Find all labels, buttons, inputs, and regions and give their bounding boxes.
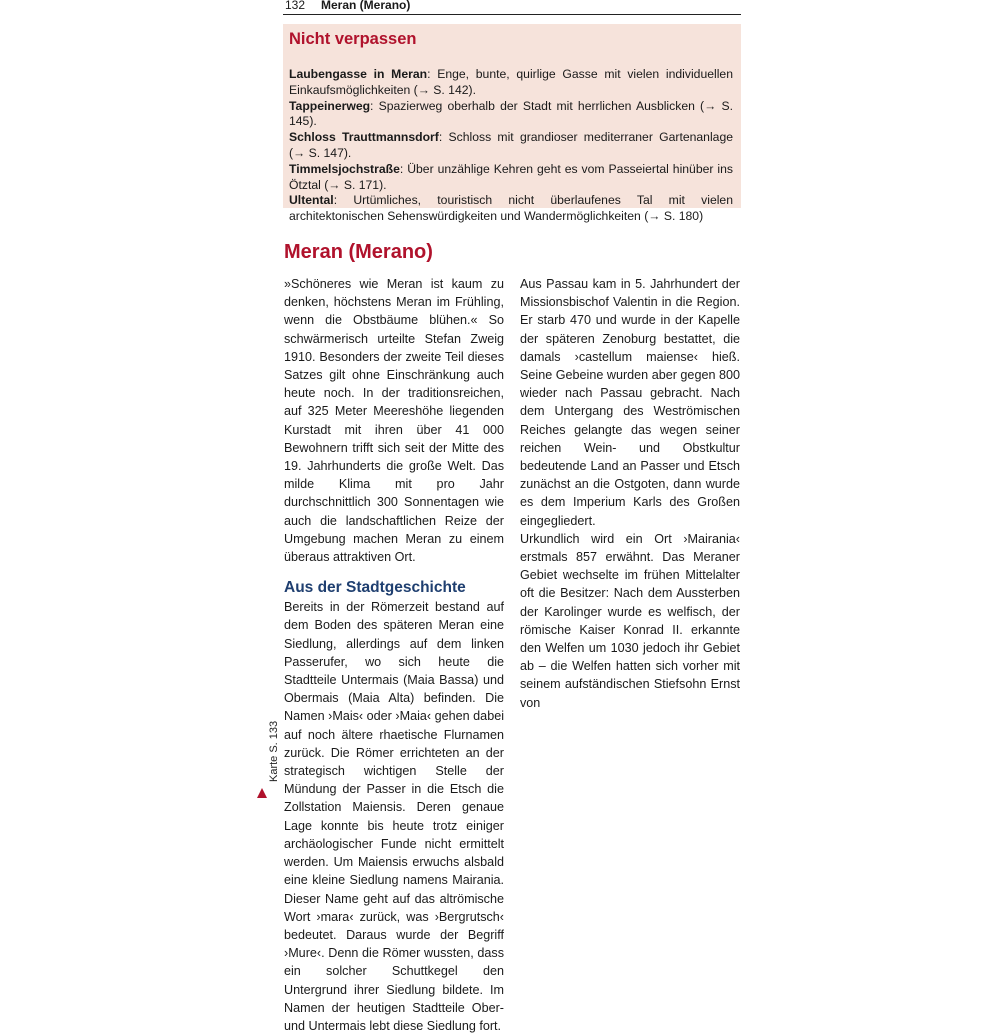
highlight-name: Laubengasse in Meran: [289, 67, 428, 81]
highlight-text: : Über unzählige Kehren geht es vom Passeiertal hinüber ins Ötztal (→ S. 171).: [289, 161, 733, 192]
text-column-right: [520, 275, 740, 712]
highlight-entry: [289, 162, 733, 194]
highlight-text: : Urtümliches, touristisch nicht überlaufenes Tal mit vielen architektonischen Sehenswürdigkeiten und Wandermöglichkeiten (→ S. 180): [289, 193, 733, 224]
triangle-marker-icon: [257, 788, 267, 798]
history-paragraph-2: Aus Passau kam in 5. Jahrhundert der Missionsbischof Valentin in die Region. Er starb 470 und wurde in der Kapelle der späteren Zenoburg bestattet, die damals ›castellum maiense‹ hieß. Seine Gebeine wurden aber gegen 800 wieder nach Passau gebracht. Nach dem Untergang des Weströmischen Reiches gelangte das wegen seiner reichen Wein- und Obstkultur bedeutende Land an Passer und Etsch zunächst an die Ostgoten, dann wurde es dem Imperium Karls des Großen eingegliedert.: [520, 277, 740, 528]
highlight-text: : Schloss mit grandioser mediterraner Gartenanlage (→ S. 147).: [289, 130, 734, 160]
highlight-entry: [289, 99, 733, 131]
map-reference-label: Karte S. 133: [268, 720, 280, 782]
highlight-name: Schloss Trauttmannsdorf: [289, 130, 439, 145]
highlights-title: Nicht verpassen: [289, 30, 417, 48]
highlight-text: : Enge, bunte, quirlige Gasse mit vielen individuellen Einkaufsmöglichkeiten (→ S. 142).: [289, 67, 733, 97]
intro-paragraph: »Schöneres wie Meran ist kaum zu denken, höchstens Meran im Frühling, wenn die Obstbäume blühen.« So schwärmerisch urteilte Stefan Zweig 1910. Besonders der zweite Teil dieses Satzes gilt ohne Einschränkung auch heute noch. In der traditionsreichen, auf 325 Meter Meereshöhe liegenden Kurstadt mit ihren über 41 000 Bewohnern trifft sich seit der Mitte des 19. Jahrhunderts die große Welt. Das milde Klima mit pro Jahr durchschnittlich 300 Sonnentagen wie auch die landschaftlichen Reize der Umgebung machen Meran zu einem überaus attraktiven Ort.: [284, 277, 504, 565]
page-header: [283, 0, 741, 15]
page-number: 132: [285, 0, 306, 12]
history-paragraph-1: Bereits in der Römerzeit bestand auf dem Boden des späteren Meran eine Siedlung, allerdings auf dem linken Passerufer, wo sich heute die Stadtteile Untermais (Maia Bassa) und Obermais (Maia Alta) befinden. Die Namen ›Mais‹ oder ›Maia‹ gehen dabei auf noch ältere rhaetische Flurnamen zurück. Die Römer errichteten an der strategisch wichtigen Stelle der Mündung der Passer in die Etsch die Zollstation Maiensis. Deren genaue Lage konnte bis heute trotz einiger archäologischer Funde nicht ermittelt werden. Um Maiensis erwuchs alsbald eine kleine Siedlung namens Mairania. Dieser Name geht auf das altrömische Wort ›mara‹ zurück, was ›Bergrutsch‹ bedeutet. Daraus wurde der Begriff ›Mure‹. Denn die Römer wussten, dass ein solcher Schuttkegel den Untergrund ihrer Siedlung bildete. Im Namen der heutigen Stadtteile Ober- und Untermais lebt diese Siedlung fort.: [284, 600, 504, 1033]
highlight-entry: [289, 193, 733, 225]
history-paragraph-3: Urkundlich wird ein Ort ›Mairania‹ erstmals 857 erwähnt. Das Meraner Gebiet wechselte im frühen Mittelalter oft die Besitzer: Nach dem Aussterben der Karolinger wurde es welfisch, der römische Kaiser Konrad II. erkannte den Welfen um 1030 jedoch ihr Gebiet ab – die Welfen hatten sich vorher mit seinem aufständischen Stiefsohn Ernst von: [520, 531, 740, 710]
highlight-name: Tappeinerweg: [289, 98, 371, 113]
highlight-entry: [289, 130, 733, 162]
article-title: Meran (Merano): [284, 241, 433, 263]
text-column-left: [284, 275, 504, 1035]
highlight-text: : Spazierweg oberhalb der Stadt mit herrlichen Ausblicken (→ S. 145).: [289, 98, 733, 129]
highlights-box: [283, 24, 741, 224]
map-reference[interactable]: [254, 720, 280, 800]
highlight-name: Timmelsjochstraße: [289, 161, 400, 176]
highlight-entry: [289, 67, 733, 99]
highlight-name: Ultental: [289, 193, 334, 208]
running-title: Meran (Merano): [321, 0, 411, 12]
section-heading: Aus der Stadtgeschichte: [284, 579, 466, 597]
